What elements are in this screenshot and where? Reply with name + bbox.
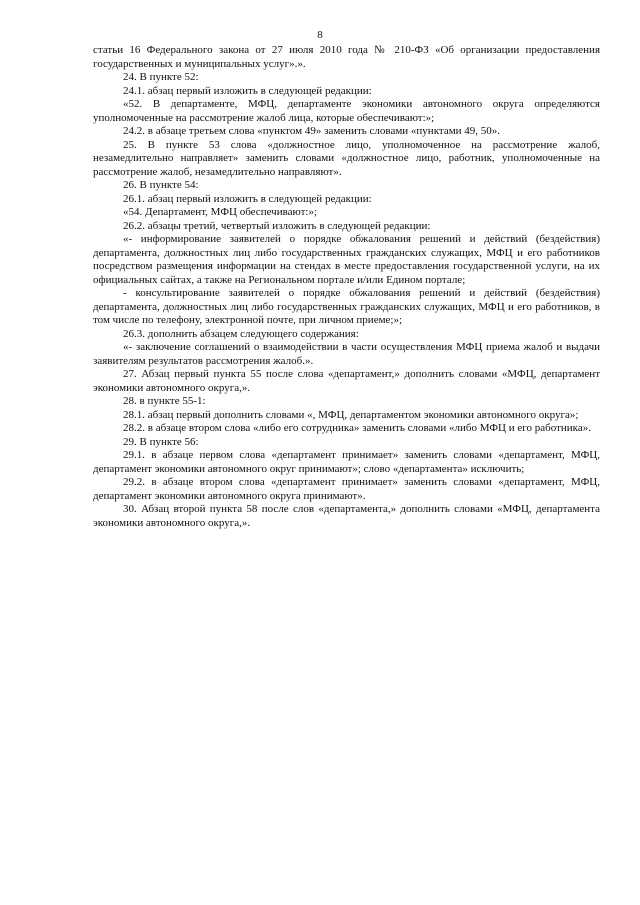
paragraph: 30. Абзац второй пункта 58 после слов «департамента,» дополнить словами «МФЦ, департамента экономики автономного округа,». [93,503,600,529]
paragraph: 24. В пункте 52: [123,71,199,83]
paragraph: 26.1. абзац первый изложить в следующей редакции: [123,192,372,205]
paragraph: 26. В пункте 54: [123,179,199,191]
paragraph: 26.2. абзацы третий, четвертый изложить в следующей редакции: [123,219,431,232]
paragraph: 28.1. абзац первый дополнить словами «, МФЦ, департаментом экономики автономного округа»; [123,408,579,421]
paragraph: 27. Абзац первый пункта 55 после слова «департамент,» дополнить словами «МФЦ, департамент экономики автономного округа,». [93,368,600,394]
paragraph: 24.2. в абзаце третьем слова «пунктом 49» заменить словами «пунктами 49, 50». [123,125,501,137]
document-body [93,44,600,530]
paragraph: «- заключение соглашений о взаимодействии в части осуществления МФЦ приема жалоб и выдачи заявителям результатов рассмотрения жалоб.». [93,341,600,367]
paragraph: «- информирование заявителей о порядке обжалования решений и действий (бездействия) департамента, должностных лиц либо государственных гражданских служащих, МФЦ и его работников посредством размещения информации на стендах в месте предоставления государственной услуги, на их официальных сайтах, а также на Региональном портале и/или Едином портале; [93,233,600,286]
paragraph: 24.1. абзац первый изложить в следующей редакции: [123,84,372,97]
paragraph: 28. в пункте 55-1: [123,395,206,407]
paragraph: 25. В пункте 53 слова «должностное лицо, уполномоченное на рассмотрение жалоб, незамедлительно направляет» заменить словами «должностное лицо, работник, уполномоченные на рассмотрение жалоб, незамедлительно направляют». [93,138,600,178]
paragraph: статьи 16 Федерального закона от 27 июля 2010 года № 210-ФЗ «Об организации предоставления государственных и муниципальных услуг».». [93,44,600,70]
paragraph: 29.1. в абзаце первом слова «департамент принимает» заменить словами «департамент, МФЦ, департамент экономики автономного округ принимают»; слово «департамента» исключить; [93,449,600,475]
page-number: 8 [317,29,323,41]
paragraph: 29.2. в абзаце втором слова «департамент принимает» заменить словами «департамент, МФЦ, департамент экономики автономного округа принимают». [93,476,600,502]
paragraph: 28.2. в абзаце втором слова «либо его сотрудника» заменить словами «либо МФЦ и его работника». [123,422,591,434]
paragraph: - консультирование заявителей о порядке обжалования решений и действий (бездействия) департамента, должностных лиц либо государственных гражданских служащих, МФЦ и его работников, в том числе по телефону, электронной почте, при личном приеме;»; [93,287,600,326]
paragraph: 29. В пункте 56: [123,435,199,448]
paragraph: «54. Департамент, МФЦ обеспечивают:»; [123,206,318,218]
paragraph: 26.3. дополнить абзацем следующего содержания: [123,327,359,340]
paragraph: «52. В департаменте, МФЦ, департаменте экономики автономного округа определяются уполномоченные на рассмотрение жалоб лица, которые обеспечивают:»; [93,98,600,124]
